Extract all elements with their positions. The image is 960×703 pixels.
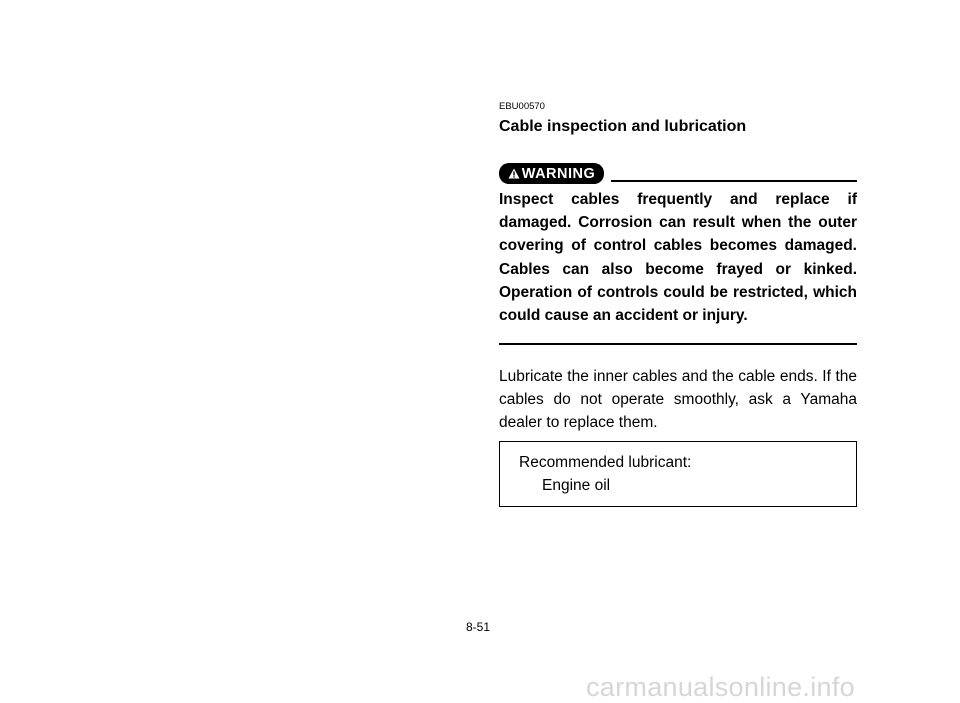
section-title: Cable inspection and lubrication [499, 118, 747, 135]
warning-top-rule [611, 180, 857, 182]
lubricant-label: Recommended lubricant: [519, 454, 692, 471]
lubricant-value: Engine oil [542, 477, 611, 494]
warning-text: Inspect cables frequently and replace if damaged. Corrosion can result when the outer covering of control cables becomes damaged. Cables can also become frayed or kinked. Operation of controls could be restricted, which could cause an accident or injury. [499, 191, 857, 325]
warning-bottom-rule [499, 343, 857, 345]
body-text: Lubricate the inner cables and the cable ends. If the cables do not operate smoothly, ask a Yamaha dealer to replace them. [499, 368, 857, 432]
page-number: 8-51 [466, 620, 491, 634]
lubricant-box [499, 441, 857, 507]
warning-triangle-icon [508, 168, 520, 179]
section-code: EBU00570 [499, 101, 545, 112]
warning-label: WARNING [521, 165, 596, 182]
warning-badge [499, 163, 604, 184]
watermark: carmanualsonline.info [586, 672, 855, 702]
